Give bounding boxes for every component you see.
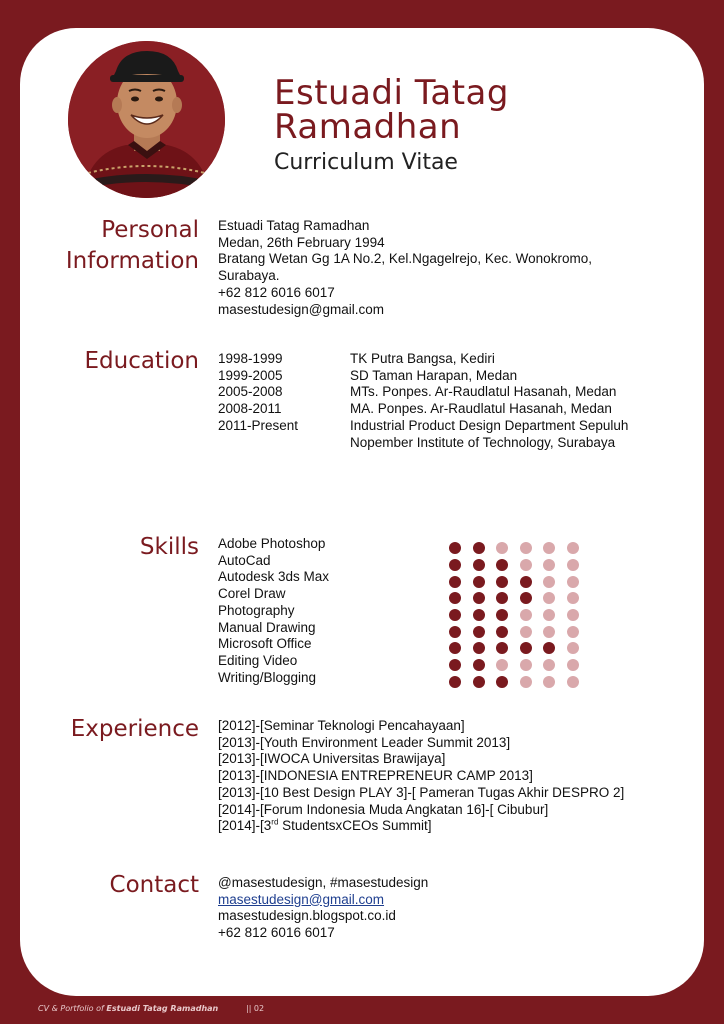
rating-dot-filled (496, 592, 508, 604)
experience-item: [2012]-[Seminar Teknologi Pencahayaan] (218, 718, 465, 733)
section-title-skills: Skills (139, 534, 199, 560)
skill-name: Adobe Photoshop (218, 536, 326, 551)
skill-rating-row (449, 557, 590, 574)
skill-name: AutoCad (218, 552, 271, 568)
education-year: 2008-2011 (218, 401, 282, 417)
rating-dot-empty (520, 542, 532, 554)
personal-name: Estuadi Tatag Ramadhan (218, 218, 370, 233)
rating-dot-empty (567, 609, 579, 621)
skill-name: Autodesk 3ds Max (218, 569, 330, 585)
rating-dot-filled (473, 576, 485, 588)
contact-social: @masestudesign, #masestudesign (218, 875, 429, 890)
education-school: TK Putra Bangsa, Kediri (350, 351, 495, 366)
education-year: 1999-2005 (218, 367, 283, 383)
rating-dot-empty (543, 626, 555, 638)
education-school: Industrial Product Design Department Sepuluh Nopember Institute of Technology, Surabaya (350, 417, 629, 450)
rating-dot-filled (520, 592, 532, 604)
contact-phone: +62 812 6016 6017 (218, 925, 335, 941)
skill-rating-row (449, 607, 590, 624)
rating-dot-filled (473, 659, 485, 671)
cv-page (20, 28, 704, 996)
experience-item (218, 818, 624, 835)
experience-last-suffix: StudentsxCEOs Summit] (278, 818, 432, 834)
rating-dot-empty (520, 626, 532, 638)
rating-dot-filled (449, 576, 461, 588)
section-title-personal-line1: Personal (101, 217, 199, 243)
rating-dot-filled (473, 609, 485, 621)
skill-name: Manual Drawing (218, 619, 316, 635)
rating-dot-empty (567, 659, 579, 671)
rating-dot-empty (496, 659, 508, 671)
page-title: Estuadi Tatag Ramadhan (274, 73, 509, 147)
rating-dot-empty (543, 659, 555, 671)
rating-dot-empty (567, 676, 579, 688)
skill-name: Editing Video (218, 652, 298, 668)
experience-item: [2014]-[Forum Indonesia Muda Angkatan 16]-[ Cibubur] (218, 801, 549, 817)
footer (38, 1004, 265, 1013)
personal-city: Surabaya. (218, 268, 280, 284)
rating-dot-filled (473, 542, 485, 554)
experience-item: [2013]-[INDONESIA ENTREPRENEUR CAMP 2013] (218, 768, 533, 784)
education-year: 1998-1999 (218, 351, 283, 366)
personal-info (218, 218, 592, 318)
section-title-education: Education (84, 348, 199, 374)
rating-dot-empty (567, 559, 579, 571)
contact-email-link[interactable]: masestudesign@gmail.com (218, 891, 385, 907)
section-title-experience: Experience (70, 716, 199, 742)
rating-dot-filled (473, 676, 485, 688)
education-row (218, 368, 630, 385)
personal-birth: Medan, 26th February 1994 (218, 234, 385, 250)
rating-dot-empty (520, 676, 532, 688)
rating-dot-filled (473, 592, 485, 604)
footer-prefix: CV & Portfolio of (38, 1004, 104, 1013)
rating-dot-filled (449, 642, 461, 654)
rating-dot-filled (449, 659, 461, 671)
rating-dot-filled (473, 642, 485, 654)
experience-last-sup: rd (271, 817, 279, 827)
rating-dot-empty (567, 542, 579, 554)
education-row (218, 401, 630, 418)
rating-dot-filled (449, 559, 461, 571)
section-title-contact: Contact (109, 872, 199, 898)
education-year: 2005-2008 (218, 384, 283, 400)
education-year: 2011-Present (218, 417, 299, 433)
rating-dot-filled (520, 642, 532, 654)
skill-name: Microsoft Office (218, 636, 312, 652)
rating-dot-filled (496, 576, 508, 588)
rating-dot-empty (520, 659, 532, 671)
rating-dot-empty (543, 592, 555, 604)
skills-list (218, 536, 329, 686)
skill-rating-row (449, 674, 590, 691)
personal-address: Bratang Wetan Gg 1A No.2, Kel.Ngagelrejo, Kec. Wonokromo, (218, 251, 592, 267)
experience-item: [2013]-[IWOCA Universitas Brawijaya] (218, 751, 446, 767)
rating-dot-empty (567, 592, 579, 604)
page-subtitle: Curriculum Vitae (274, 150, 458, 175)
rating-dot-filled (496, 609, 508, 621)
experience-list (218, 718, 624, 835)
education-list (218, 351, 630, 451)
skill-rating-row (449, 640, 590, 657)
rating-dot-empty (520, 559, 532, 571)
rating-dot-filled (543, 642, 555, 654)
skill-rating-row (449, 573, 590, 590)
rating-dot-filled (449, 609, 461, 621)
rating-dot-filled (449, 592, 461, 604)
rating-dot-filled (473, 559, 485, 571)
skill-rating-row (449, 540, 590, 557)
section-title-personal-line2: Information (65, 248, 199, 274)
rating-dot-empty (496, 542, 508, 554)
rating-dot-empty (520, 609, 532, 621)
education-school: MA. Ponpes. Ar-Raudlatul Hasanah, Medan (350, 401, 612, 417)
education-row (218, 418, 630, 451)
rating-dot-empty (543, 676, 555, 688)
rating-dot-filled (520, 576, 532, 588)
rating-dot-empty (567, 642, 579, 654)
education-school: SD Taman Harapan, Medan (350, 367, 518, 383)
rating-dot-filled (496, 642, 508, 654)
rating-dot-empty (567, 626, 579, 638)
experience-last-prefix: [2014]-[3 (218, 818, 272, 834)
rating-dot-filled (449, 626, 461, 638)
personal-phone: +62 812 6016 6017 (218, 284, 335, 300)
section-title-personal (66, 215, 199, 277)
rating-dot-filled (496, 676, 508, 688)
contact-blog: masestudesign.blogspot.co.id (218, 908, 396, 924)
header (274, 73, 704, 175)
rating-dot-empty (543, 609, 555, 621)
education-school: MTs. Ponpes. Ar-Raudlatul Hasanah, Medan (350, 384, 617, 400)
experience-item: [2013]-[10 Best Design PLAY 3]-[ Pameran Tugas Akhir DESPRO 2] (218, 784, 625, 800)
education-row (218, 351, 630, 368)
rating-dot-empty (543, 559, 555, 571)
skill-rating-row (449, 657, 590, 674)
rating-dot-filled (473, 626, 485, 638)
contact-info (218, 875, 428, 942)
person-avatar-icon (68, 41, 225, 198)
skill-name: Writing/Blogging (218, 669, 317, 685)
rating-dot-filled (496, 626, 508, 638)
skill-name: Corel Draw (218, 586, 286, 602)
experience-item: [2013]-[Youth Environment Leader Summit 2013] (218, 734, 511, 750)
footer-owner: Estuadi Tatag Ramadhan (106, 1004, 219, 1013)
profile-photo (68, 41, 225, 198)
personal-email: masestudesign@gmail.com (218, 301, 385, 317)
rating-dot-filled (449, 542, 461, 554)
rating-dot-empty (543, 542, 555, 554)
education-row (218, 384, 630, 401)
rating-dot-empty (543, 576, 555, 588)
skill-rating-grid (449, 540, 590, 690)
skill-rating-row (449, 623, 590, 640)
rating-dot-empty (567, 576, 579, 588)
skill-rating-row (449, 590, 590, 607)
rating-dot-filled (496, 559, 508, 571)
footer-page-number: || 02 (246, 1004, 265, 1013)
skill-name: Photography (218, 602, 295, 618)
rating-dot-filled (449, 676, 461, 688)
